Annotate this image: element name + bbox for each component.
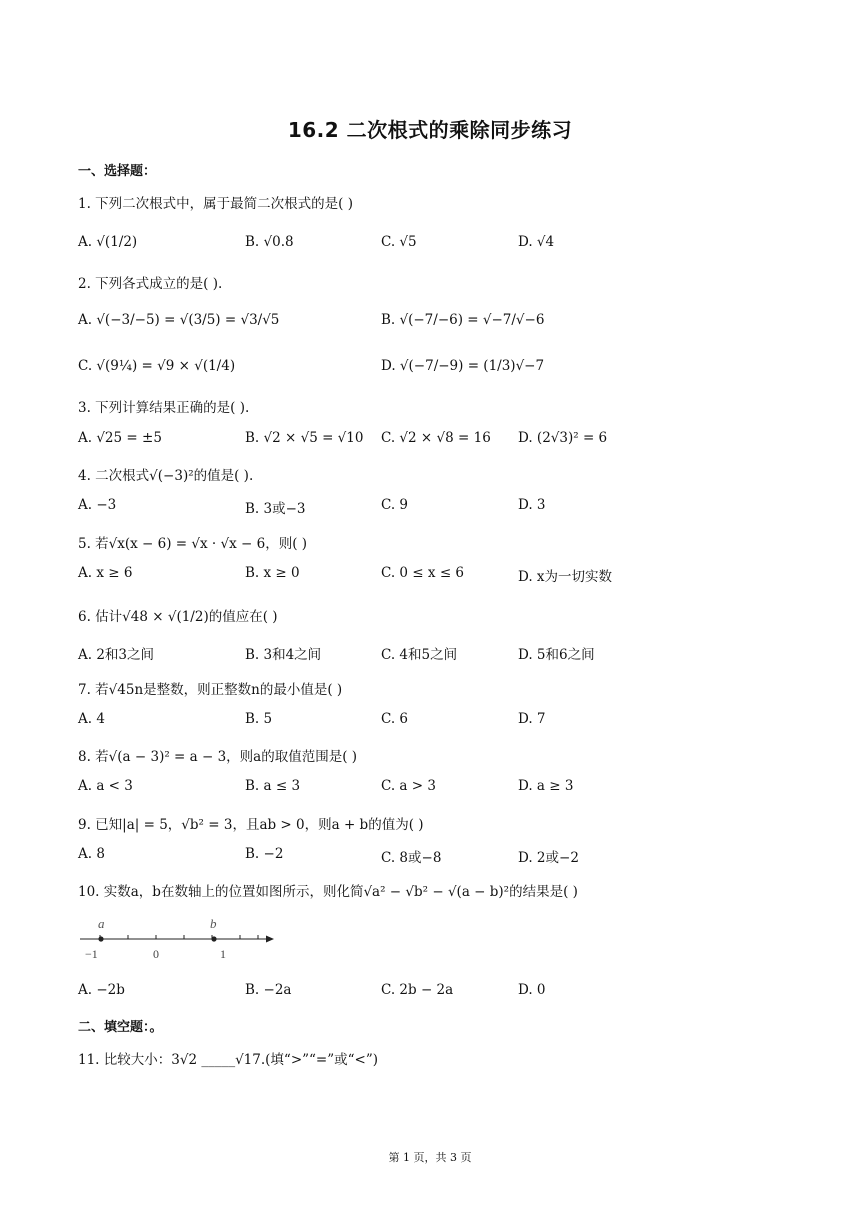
q2-option-d: D. √(−7/−9) = (1/3)√−7 (381, 358, 545, 374)
q2-option-a: A. √(−3/−5) = √(3/5) = √3/√5 (78, 312, 280, 328)
q1-option-c: C. √5 (381, 234, 417, 250)
q7-option-c: C. 6 (381, 711, 409, 727)
point-b-label: b (210, 916, 217, 931)
q1-option-b: B. √0.8 (245, 234, 294, 250)
tick-label-zero: 0 (153, 947, 159, 961)
q8-option-a: A. a < 3 (78, 778, 133, 794)
q7-option-a: A. 4 (78, 711, 105, 727)
question-3: 3. 下列计算结果正确的是( ). (78, 400, 250, 416)
question-7: 7. 若√45n是整数，则正整数n的最小值是( ) (78, 682, 343, 698)
q3-option-a: A. √25 = ±5 (78, 430, 162, 446)
q9-option-c: C. 8或−8 (381, 850, 442, 866)
q10-option-b: B. −2a (245, 982, 292, 998)
q8-option-c: C. a > 3 (381, 778, 436, 794)
q1-option-d: D. √4 (518, 234, 555, 250)
point-b-dot (211, 936, 216, 941)
q7-option-d: D. 7 (518, 711, 546, 727)
q6-option-d: D. 5和6之间 (518, 647, 595, 663)
tick-label-minus-one: −1 (85, 947, 98, 961)
q8-option-d: D. a ≥ 3 (518, 778, 574, 794)
q6-option-b: B. 3和4之间 (245, 647, 322, 663)
q4-option-a: A. −3 (78, 497, 117, 513)
q6-option-c: C. 4和5之间 (381, 647, 458, 663)
question-11: 11. 比较大小：3√2 _____√17.(填“>”“=”或“<”) (78, 1052, 379, 1068)
number-line-figure (76, 912, 282, 964)
question-8: 8. 若√(a − 3)² = a − 3，则a的取值范围是( ) (78, 749, 358, 765)
question-4: 4. 二次根式√(−3)²的值是( ). (78, 468, 254, 484)
q4-option-d: D. 3 (518, 497, 546, 513)
q9-option-d: D. 2或−2 (518, 850, 579, 866)
q3-option-c: C. √2 × √8 = 16 (381, 430, 491, 446)
q9-option-b: B. −2 (245, 846, 284, 862)
q4-option-b: B. 3或−3 (245, 501, 306, 517)
page-footer: 第 1 页，共 3 页 (388, 1151, 472, 1164)
q7-option-b: B. 5 (245, 711, 273, 727)
point-a-label: a (98, 916, 105, 931)
question-1: 1. 下列二次根式中，属于最简二次根式的是( ) (78, 196, 353, 212)
point-a-dot (98, 936, 103, 941)
q3-option-d: D. (2√3)² = 6 (518, 430, 608, 446)
q5-option-b: B. x ≥ 0 (245, 565, 300, 581)
question-9: 9. 已知|a| = 5，√b² = 3，且ab > 0，则a + b的值为( ) (78, 817, 424, 833)
number-line-axis (80, 936, 274, 943)
q5-option-a: A. x ≥ 6 (78, 565, 133, 581)
question-10: 10. 实数a，b在数轴上的位置如图所示，则化简√a² − √b² − √(a − b)²的结果是( ) (78, 884, 578, 900)
q2-option-c: C. √(9¼) = √9 × √(1/4) (78, 358, 236, 374)
q5-option-d: D. x为一切实数 (518, 569, 613, 585)
q2-option-b: B. √(−7/−6) = √−7/√−6 (381, 312, 545, 328)
tick-label-one: 1 (220, 947, 226, 961)
q6-option-a: A. 2和3之间 (78, 647, 155, 663)
q10-option-d: D. 0 (518, 982, 546, 998)
section-heading-fill: 二、填空题：。 (78, 1020, 163, 1035)
q1-option-a: A. √(1/2) (78, 234, 138, 250)
section-heading-choice: 一、选择题： (78, 164, 157, 179)
q8-option-b: B. a ≤ 3 (245, 778, 301, 794)
number-line-ticks (100, 935, 258, 939)
q3-option-b: B. √2 × √5 = √10 (245, 430, 364, 446)
q10-option-c: C. 2b − 2a (381, 982, 454, 998)
q4-option-c: C. 9 (381, 497, 409, 513)
question-5: 5. 若√x(x − 6) = √x · √x − 6，则( ) (78, 536, 308, 552)
q10-option-a: A. −2b (78, 982, 125, 998)
page-title: 16.2 二次根式的乘除同步练习 (287, 118, 573, 142)
question-2: 2. 下列各式成立的是( ). (78, 276, 223, 292)
question-6: 6. 估计√48 × √(1/2)的值应在( ) (78, 609, 278, 625)
q9-option-a: A. 8 (78, 846, 105, 862)
q5-option-c: C. 0 ≤ x ≤ 6 (381, 565, 465, 581)
